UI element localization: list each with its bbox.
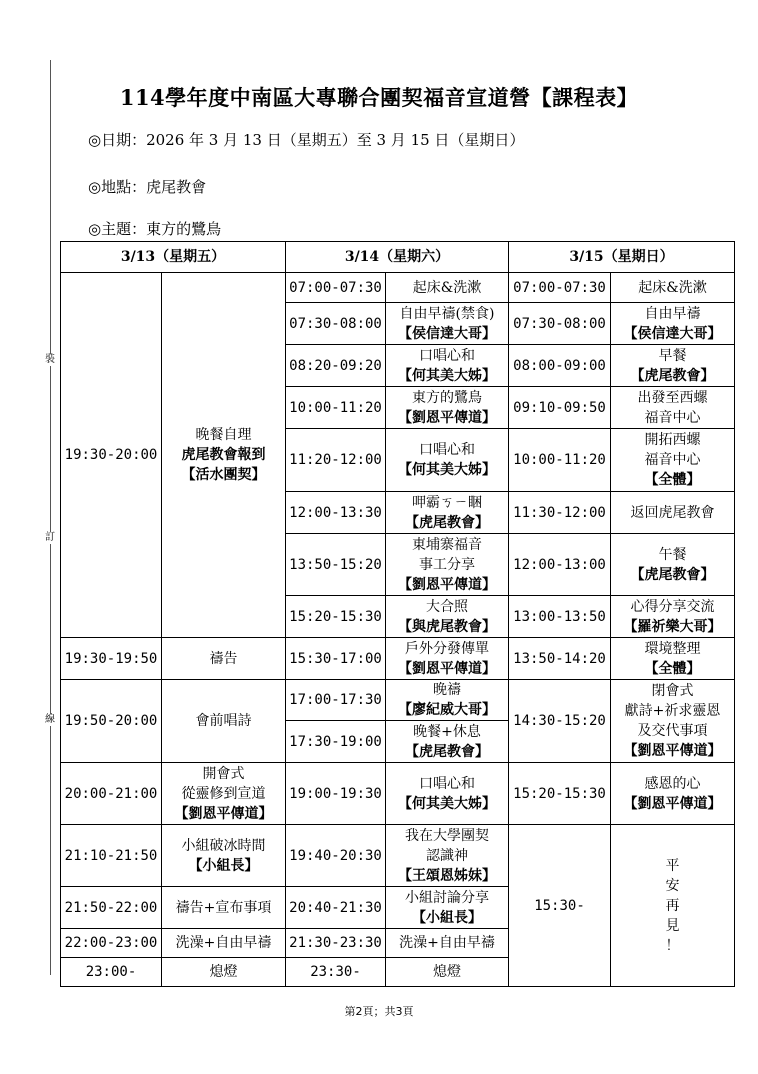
activity-cell [162,958,286,987]
activity-cell [386,303,509,345]
activity-line: 開拓西螺 [644,432,701,448]
farewell-char: 見 [665,917,680,934]
activity-line: 晚餐+休息 [413,723,481,740]
activity-cell [386,825,509,887]
time-cell: 17:30-19:00 [286,721,386,763]
activity-line: 【何其美大姊】 [398,795,496,812]
activity-line: 【侯信達大哥】 [623,325,722,342]
activity-cell [162,638,286,680]
farewell-cell [611,825,735,987]
time-cell: 22:00-23:00 [61,929,162,958]
time-cell: 19:40-20:30 [286,825,386,887]
activity-line: 戶外分發傳單 [405,640,489,657]
activity-line: 【廖紀威大哥】 [398,702,496,718]
header-day-3: 3/15（星期日） [509,242,735,273]
activity-line: 【虎尾教會】 [630,367,715,384]
activity-line: 東方的鷺鳥 [412,389,482,406]
activity-cell [611,387,735,429]
activity-cell [611,492,735,534]
activity-line: 口唱心和 [419,442,475,458]
time-cell: 07:30-08:00 [286,303,386,345]
activity-cell [386,887,509,929]
activity-line: 出發至西螺 [637,389,708,406]
activity-cell [162,763,286,825]
time-cell: 13:50-15:20 [286,534,386,596]
activity-cell [386,958,509,987]
activity-cell [386,929,509,958]
activity-cell [611,638,735,680]
time-cell: 14:30-15:20 [509,680,611,763]
activity-line: 我在大學團契 [405,827,489,844]
activity-cell [386,273,509,303]
activity-cell [386,638,509,680]
activity-cell [386,387,509,429]
activity-line: 起床&洗漱 [412,279,482,296]
table-row [61,273,735,303]
farewell-char: 安 [665,877,680,894]
activity-line: 【劉恩平傳道】 [623,743,722,759]
activity-line: 【何其美大姊】 [398,367,496,384]
activity-line: 返回虎尾教會 [630,504,715,521]
time-cell: 07:00-07:30 [286,273,386,303]
activity-cell [386,534,509,596]
activity-line: 小組討論分享 [405,889,489,906]
activity-cell [611,303,735,345]
activity-cell [611,273,735,303]
table-row [61,638,735,680]
activity-line: 呷霸ㄎㄧ睏 [412,494,482,511]
time-cell: 19:50-20:00 [61,680,162,763]
time-cell: 20:00-21:00 [61,763,162,825]
activity-line: 感恩的心 [644,775,701,792]
table-row [61,825,735,887]
table-row [61,680,735,721]
page-title: 114學年度中南區大專聯合團契福音宣道營【課程表】 [119,85,639,110]
time-cell: 13:50-14:20 [509,638,611,680]
time-cell: 20:40-21:30 [286,887,386,929]
activity-line: 福音中心 [644,452,701,468]
activity-line: 【劉恩平傳道】 [623,795,722,812]
place-line: ◎地點：虎尾教會 [88,178,207,196]
activity-line: 會前唱詩 [195,713,252,729]
farewell-char: 平 [665,857,680,874]
time-cell: 10:00-11:20 [509,429,611,492]
activity-line: 及交代事項 [637,723,708,739]
activity-line: 【劉恩平傳道】 [174,805,273,822]
activity-line: 熄燈 [209,964,238,980]
time-cell: 12:00-13:30 [286,492,386,534]
activity-line: 【全體】 [644,660,701,677]
activity-line: 【侯信達大哥】 [398,325,496,342]
activity-line: 小組破冰時間 [181,837,266,854]
time-cell: 23:00- [61,958,162,987]
time-cell: 07:30-08:00 [509,303,611,345]
activity-line: 【虎尾教會】 [405,743,489,760]
activity-cell [611,680,735,763]
header-day-1: 3/13（星期五） [61,242,286,273]
activity-cell [386,763,509,825]
time-cell: 23:30- [286,958,386,987]
activity-cell [162,929,286,958]
activity-line: 東埔寨福音 [412,536,482,553]
activity-line: 虎尾教會報到 [181,447,266,463]
binding-char-1: 裝 [45,354,55,365]
activity-line: 【劉恩平傳道】 [398,576,496,593]
activity-line: 【劉恩平傳道】 [398,660,496,677]
activity-cell [611,429,735,492]
activity-line: 環境整理 [644,640,701,657]
activity-cell [611,345,735,387]
activity-line: 口唱心和 [419,347,475,364]
theme-line: ◎主題：東方的鷺鳥 [88,220,222,238]
time-cell: 17:00-17:30 [286,680,386,721]
activity-line: 大合照 [426,598,468,615]
binding-line [50,60,51,975]
activity-line: 【王頌恩姊妹】 [398,867,496,884]
activity-line: 心得分享交流 [630,598,715,615]
page-footer: 第2頁；共3頁 [344,1005,414,1018]
time-cell: 21:50-22:00 [61,887,162,929]
activity-cell [162,273,286,638]
activity-cell [386,596,509,638]
time-cell: 11:20-12:00 [286,429,386,492]
time-cell: 13:00-13:50 [509,596,611,638]
activity-line: 【小組長】 [412,909,482,926]
activity-cell [162,680,286,763]
activity-line: 【何其美大姊】 [398,462,496,478]
activity-line: 洗澡+自由早禱 [399,935,495,951]
activity-line: 閉會式 [651,683,694,699]
activity-line: 【全體】 [644,472,701,488]
activity-cell [611,596,735,638]
activity-line: 晚禱 [433,682,461,698]
activity-line: 【劉恩平傳道】 [398,409,496,426]
time-cell: 15:20-15:30 [286,596,386,638]
time-cell: 21:10-21:50 [61,825,162,887]
activity-line: 【活水團契】 [181,467,266,483]
time-cell: 15:20-15:30 [509,763,611,825]
time-cell: 19:30-19:50 [61,638,162,680]
binding-char-3: 線 [45,714,55,725]
activity-line: 口唱心和 [419,775,475,792]
activity-line: 熄燈 [433,964,461,980]
time-cell: 08:20-09:20 [286,345,386,387]
activity-line: 起床&洗漱 [638,279,707,296]
activity-cell [611,534,735,596]
activity-line: 午餐 [658,546,687,563]
date-line: ◎日期：2026 年 3 月 13 日（星期五）至 3 月 15 日（星期日） [88,131,525,149]
time-cell: 08:00-09:00 [509,345,611,387]
time-cell: 10:00-11:20 [286,387,386,429]
activity-line: 開會式 [202,765,245,782]
farewell-char: 再 [665,897,680,914]
time-cell: 21:30-23:30 [286,929,386,958]
schedule-table [60,241,735,987]
table-row [61,763,735,825]
activity-line: 從靈修到宣道 [181,785,266,802]
time-cell: 15:30- [509,825,611,987]
time-cell: 11:30-12:00 [509,492,611,534]
activity-line: 洗澡+自由早禱 [175,935,272,951]
activity-cell [386,492,509,534]
header-row [61,242,735,273]
activity-line: 【小組長】 [188,857,259,874]
activity-line: 【虎尾教會】 [405,514,489,531]
activity-line: 【虎尾教會】 [630,566,715,583]
activity-cell [162,887,286,929]
activity-line: 自由早禱(禁食) [399,305,495,322]
activity-line: 自由早禱 [644,305,701,322]
activity-line: 事工分享 [419,556,475,573]
activity-cell [386,721,509,763]
activity-cell [386,429,509,492]
activity-line: 早餐 [658,347,687,364]
activity-line: 【與虎尾教會】 [398,618,496,635]
time-cell: 07:00-07:30 [509,273,611,303]
time-cell: 19:30-20:00 [61,273,162,638]
header-day-2: 3/14（星期六） [286,242,509,273]
farewell-char: ！ [665,937,680,954]
activity-line: 禱告 [209,650,238,667]
activity-line: 福音中心 [644,409,701,426]
activity-line: 禱告+宣布事項 [175,899,272,916]
farewell-vertical-text [665,856,681,956]
time-cell: 19:00-19:30 [286,763,386,825]
time-cell: 12:00-13:00 [509,534,611,596]
activity-line: 認識神 [426,847,468,864]
activity-line: 【羅祈樂大哥】 [623,618,722,635]
time-cell: 15:30-17:00 [286,638,386,680]
time-cell: 09:10-09:50 [509,387,611,429]
activity-line: 晚餐自理 [195,427,252,443]
binding-char-2: 訂 [45,532,55,543]
activity-cell [386,680,509,721]
activity-line: 獻詩+祈求靈恩 [624,703,721,719]
activity-cell [611,763,735,825]
activity-cell [162,825,286,887]
activity-cell [386,345,509,387]
